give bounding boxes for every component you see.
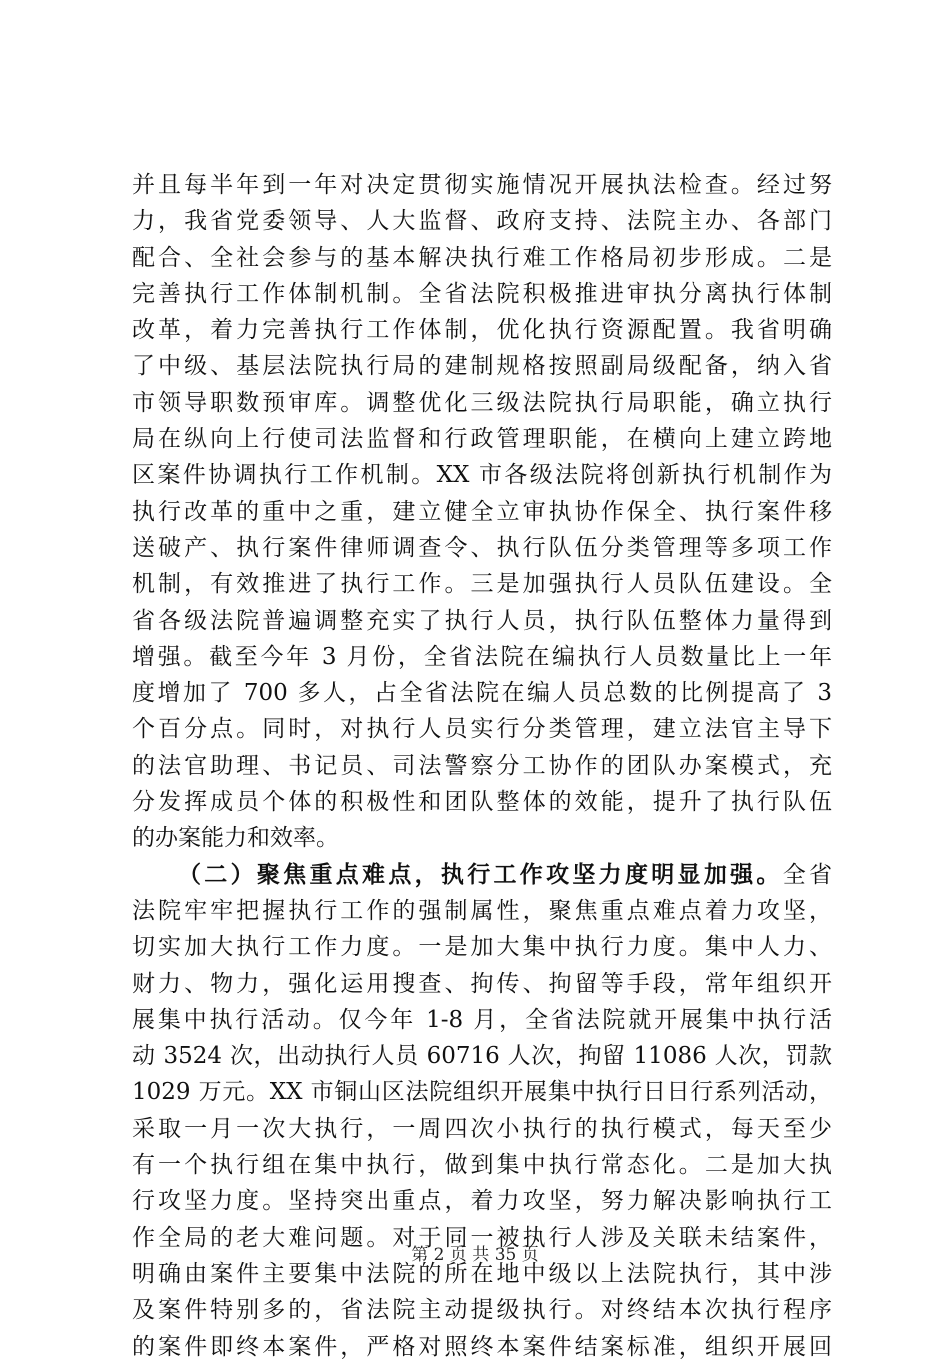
- text-line: 了中级、基层法院执行局的建制规格按照副局级配备，纳入省: [132, 353, 832, 380]
- text-line: 的案件即终本案件，严格对照终本案件结案标准，组织开展回: [132, 1333, 832, 1360]
- text-line: 财力、物力，强化运用搜查、拘传、拘留等手段，常年组织开: [132, 970, 832, 997]
- text-line: 完善执行工作体制机制。全省法院积极推进审执分离执行体制: [132, 280, 832, 307]
- text-line: 增强。截至今年 3 月份，全省法院在编执行人员数量比上一年: [132, 643, 832, 670]
- text-line: 作全局的老大难问题。对于同一被执行人涉及关联未结案件，: [132, 1224, 832, 1251]
- body-text: [132, 167, 832, 1365]
- text-line: 力，我省党委领导、人大监督、政府支持、法院主办、各部门: [132, 208, 832, 235]
- text-line: 及案件特别多的，省法院主动提级执行。对终结本次执行程序: [132, 1297, 832, 1324]
- page-footer: 第 2 页 共 35 页: [411, 1245, 539, 1265]
- text-line: 送破产、执行案件律师调查令、执行队伍分类管理等多项工作: [132, 534, 832, 561]
- text-line: 度增加了 700 多人，占全省法院在编人员总数的比例提高了 3: [132, 680, 832, 707]
- text-line: 改革，着力完善执行工作体制，优化执行资源配置。我省明确: [132, 317, 832, 344]
- section-heading-line: [132, 857, 832, 893]
- text-line: 法院牢牢把握执行工作的强制属性，聚焦重点难点着力攻坚，: [132, 897, 832, 924]
- text-line: 展集中执行活动。仅今年 1-8 月，全省法院就开展集中执行活: [132, 1006, 832, 1033]
- text-line: 个百分点。同时，对执行人员实行分类管理，建立法官主导下: [132, 716, 832, 743]
- text-line: 区案件协调执行工作机制。XX 市各级法院将创新执行机制作为: [132, 462, 832, 489]
- text-line: 的法官助理、书记员、司法警察分工协作的团队办案模式，充: [132, 752, 832, 779]
- text-line: 明确由案件主要集中法院的所在地中级以上法院执行，其中涉: [132, 1260, 832, 1287]
- text-line: 采取一月一次大执行，一周四次小执行的执行模式，每天至少: [132, 1115, 832, 1142]
- text-line: 机制，有效推进了执行工作。三是加强执行人员队伍建设。全: [132, 571, 832, 598]
- text-line: 的办案能力和效率。: [132, 825, 339, 852]
- text-line: 省各级法院普遍调整充实了执行人员，执行队伍整体力量得到: [132, 607, 832, 634]
- text-line: 配合、全社会参与的基本解决执行难工作格局初步形成。二是: [132, 244, 832, 271]
- text-line: 局在纵向上行使司法监督和行政管理职能，在横向上建立跨地: [132, 426, 832, 453]
- text-line: 行攻坚力度。坚持突出重点，着力攻坚，努力解决影响执行工: [132, 1188, 832, 1215]
- section-heading: （二）聚焦重点难点，执行工作攻坚力度明显加强。: [178, 860, 783, 888]
- text-line: 分发挥成员个体的积极性和团队整体的效能，提升了执行队伍: [132, 789, 832, 816]
- text-line: 并且每半年到一年对决定贯彻实施情况开展执法检查。经过努: [132, 172, 832, 198]
- text-line: 动 3524 次，出动执行人员 60716 人次，拘留 11086 人次，罚款: [132, 1043, 832, 1070]
- text-line: 市领导职数预审库。调整优化三级法院执行局职能，确立执行: [132, 389, 832, 416]
- text-line: 切实加大执行工作力度。一是加大集中执行力度。集中人力、: [132, 934, 832, 961]
- text-line: 有一个执行组在集中执行，做到集中执行常态化。二是加大执: [132, 1152, 832, 1179]
- text-line: 执行改革的重中之重，建立健全立审执协作保全、执行案件移: [132, 498, 832, 525]
- text-line: 1029 万元。XX 市铜山区法院组织开展集中执行日日行系列活动，: [132, 1079, 832, 1106]
- section-heading-tail: 全省: [782, 861, 833, 888]
